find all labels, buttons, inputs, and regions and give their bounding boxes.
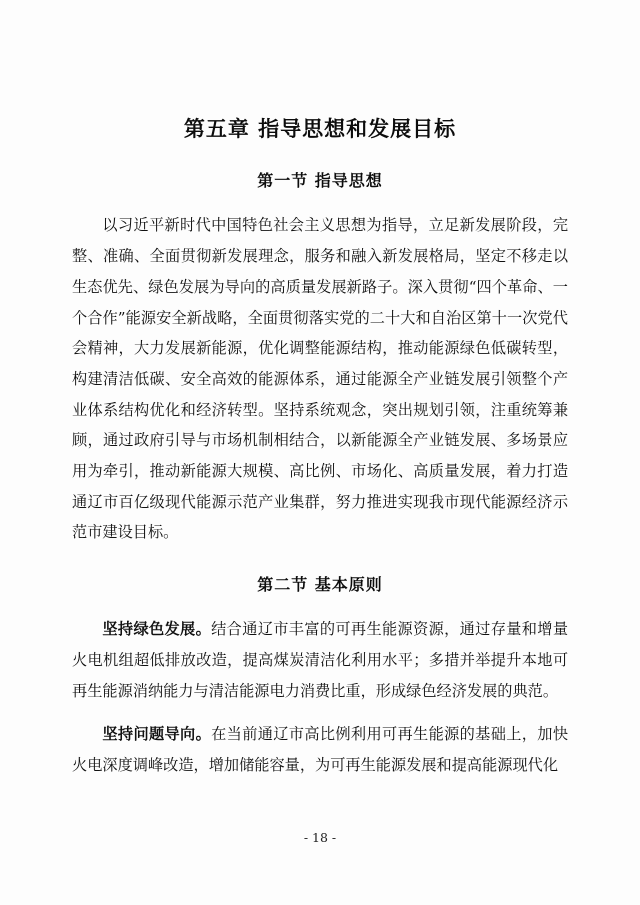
page-number: - 18 -	[303, 830, 337, 845]
paragraph-problem-orientation	[72, 706, 568, 780]
paragraph-lead-problem-orientation: 坚持问题导向。	[102, 725, 212, 744]
paragraph-lead-green-development: 坚持绿色发展。	[102, 620, 212, 639]
section-heading-1: 第一节 指导思想	[257, 171, 383, 191]
paragraph-text-green-development: 结合通辽市丰富的可再生能源资源，通过存量和增量火电机组超低排放改造，提高煤炭清洁化利用水平；多措并举提升本地可再生能源消纳能力与清洁能源电力消费比重，形成绿色经济发展的典范。	[72, 620, 569, 700]
paragraph-text-problem-orientation: 在当前通辽市高比例利用可再生能源的基础上，加快火电深度调峰改造，增加储能容量，为可再生能源发展和提高能源现代化	[72, 725, 569, 774]
section-heading-2: 第二节 基本原则	[257, 575, 383, 595]
paragraph-green-development	[72, 597, 568, 706]
paragraph-guiding-ideology: 以习近平新时代中国特色社会主义思想为指导，立足新发展阶段，完整、准确、全面贯彻新发展理念，服务和融入新发展格局，坚定不移走以生态优先、绿色发展为导向的高质量发展新路子。深入贯彻“四个革命、一个合作”能源安全新战略，全面贯彻落实党的二十大和自治区第十一次党代会精神，大力发展新能源，优化调整能源结构，推动能源绿色低碳转型，构建清洁低碳、安全高效的能源体系，通过能源全产业链发展引领整个产业体系结构优化和经济转型。坚持系统观念，突出规划引领，注重统筹兼顾，通过政府引导与市场机制相结合，以新能源全产业链发展、多场景应用为牵引，推动新能源大规模、高比例、市场化、高质量发展，着力打造通辽市百亿级现代能源示范产业集群，努力推进实现我市现代能源经济示范市建设目标。	[72, 216, 568, 542]
chapter-title: 第五章 指导思想和发展目标	[183, 116, 457, 141]
